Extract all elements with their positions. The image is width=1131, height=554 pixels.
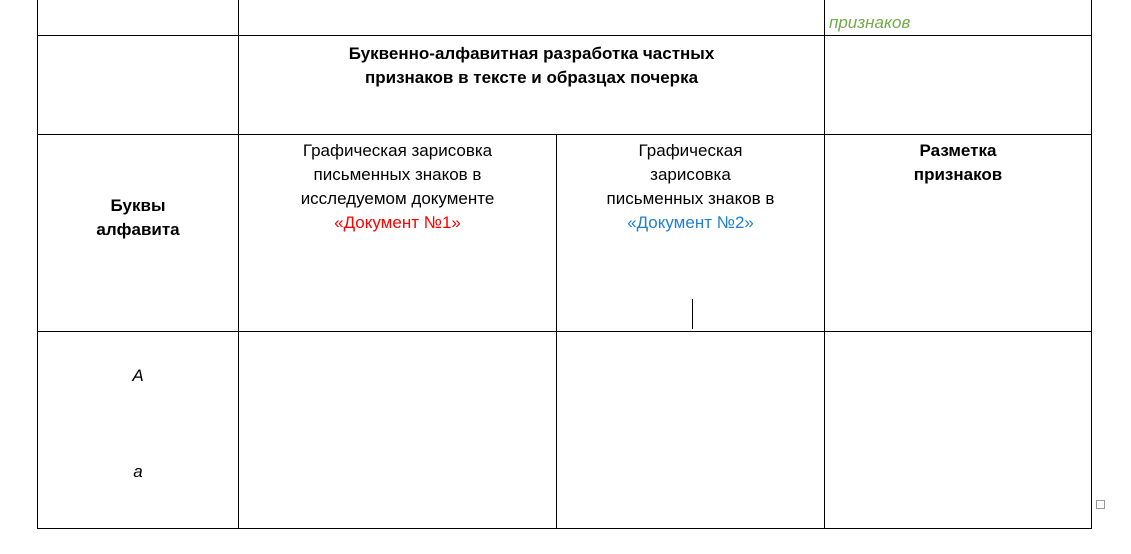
marking-header-line-2: признаков: [913, 165, 1003, 184]
doc1-drawing-cell[interactable]: [239, 332, 557, 529]
letters-header-line-2: алфавита: [96, 220, 180, 239]
table-cell[interactable]: [239, 0, 825, 36]
doc2-header-cell[interactable]: [557, 135, 825, 332]
doc1-header-cell[interactable]: [239, 135, 557, 332]
marking-header-cell[interactable]: [825, 135, 1092, 332]
table-row-header: [38, 36, 1092, 135]
letter-uppercase: А: [132, 366, 144, 385]
table-row-column-headers: [38, 135, 1092, 332]
text-cursor: [692, 299, 693, 329]
table-row: [38, 332, 1092, 529]
doc1-reference: «Документ №1»: [334, 213, 461, 232]
merged-title-cell[interactable]: [239, 36, 825, 135]
doc1-header-line-2: письменных знаков в: [313, 165, 482, 184]
doc2-drawing-cell[interactable]: [557, 332, 825, 529]
marking-header-line-1: Разметка: [919, 141, 997, 160]
letters-header-line-1: Буквы: [110, 196, 166, 215]
letters-header-cell[interactable]: [38, 135, 239, 332]
marking-cell[interactable]: [825, 332, 1092, 529]
doc1-header-line-3: исследуемом документе: [300, 189, 495, 208]
letter-cell[interactable]: [38, 332, 239, 529]
doc2-reference: «Документ №2»: [627, 213, 754, 232]
table-cell[interactable]: [825, 36, 1092, 135]
doc1-header-line-1: Графическая зарисовка: [302, 141, 493, 160]
doc2-header-line-3: письменных знаков в: [606, 189, 775, 208]
table-cell[interactable]: [38, 0, 239, 36]
green-italic-text: признаков: [829, 13, 911, 32]
letter-lowercase: а: [133, 462, 143, 481]
doc2-header-line-2: зарисовка: [650, 165, 731, 184]
end-of-cell-marker-icon: [1096, 500, 1105, 509]
doc2-header-line-1: Графическая: [638, 141, 743, 160]
merged-title-line-2: признаков в тексте и образцах почерка: [364, 68, 699, 87]
table-cell[interactable]: [38, 36, 239, 135]
letter-analysis-table: [37, 0, 1092, 529]
green-italic-text-cell[interactable]: [825, 0, 1092, 36]
table-row-top: [38, 0, 1092, 36]
merged-title-line-1: Буквенно-алфавитная разработка частных: [348, 44, 715, 63]
